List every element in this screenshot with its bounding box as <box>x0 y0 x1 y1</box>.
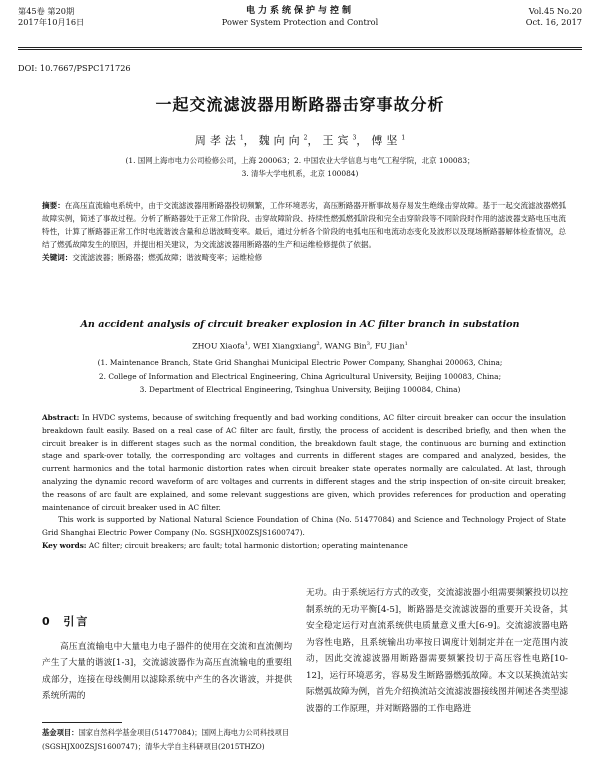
author-cn: 周孝法 <box>194 134 240 147</box>
header-rule-top <box>18 47 582 48</box>
keywords-cn: 交流滤波器；断路器；燃弧故障；谐波畸变率；运维检修 <box>72 253 263 262</box>
section-title: 引言 <box>63 615 90 628</box>
abstract-label-cn: 摘要： <box>42 201 65 210</box>
author-mark: 1 <box>404 341 408 347</box>
journal-name-cn: 电力系统保护与控制 <box>245 6 354 16</box>
date-en: Oct. 16, 2017 <box>525 17 582 27</box>
author-cn: 魏向向 <box>258 134 304 147</box>
authors-en: ZHOU Xiaofa$^1$, WEI Xiangxiang$^2$, WANG Bin$^3$, FU Jian$^1$ <box>192 341 408 351</box>
affiliations-cn <box>40 154 560 180</box>
title-en: An accident analysis of circuit breaker explosion in AC filter branch in substation <box>80 319 520 330</box>
abstract-text-cn: 在高压直流输电系统中，由于交流滤波器用断路器投切频繁，工作环境恶劣，高压断路器开断事故易存易发生绝缘击穿故障。基于一起交流滤波器燃弧故障实例，简述了事故过程。分析了断路器处于正常工作阶段、击穿故障阶段、持续性燃弧燃弧阶段和完全击穿阶段等不同阶段时作用的滤波器支路电压电流特性，计算了断路器正常工作时电流谐波含量和总谐波畸变率。最后，通过分析各个阶段的电弧电压和电流动态变化及波形以及现场断路器解体检查情况，总结了燃弧故障发生的原因，并提出相关建议，为交流滤波器用断路器的生产和运维检修提供了依据。 <box>42 201 567 249</box>
affiliation-line: 3. 清华大学电机系，北京 100084) <box>241 169 359 178</box>
doi: DOI: 10.7667/PSPC171726 <box>18 63 131 73</box>
abstract-label-en: Abstract: <box>42 413 80 422</box>
authors-cn: 周孝法$^1$，魏向向$^2$，王宾$^3$，傅坚$^1$ <box>194 134 406 147</box>
abstract-cn <box>42 199 566 264</box>
author-mark: 2 <box>316 341 320 347</box>
author-mark: 1 <box>244 341 248 347</box>
author-mark: 1 <box>239 134 244 142</box>
keywords-en: AC filter; circuit breakers; arc fault; total harmonic distortion; operating maintenance <box>88 540 408 550</box>
affiliation-line: (1. 国网上海市电力公司检修公司，上海 200063；2. 中国农业大学信息与电气工程学院，北京 100083； <box>125 156 475 165</box>
running-header <box>18 6 582 46</box>
author-cn: 傅坚 <box>371 134 402 147</box>
funding-statement: This work is supported by National Natural Science Foundation of China (No. 51477084) and Science and Technology Project of State Grid Shanghai Electric Power Company (No. SGSHJX00ZSJS1600747). <box>42 515 566 538</box>
keywords-label-en: Key words: <box>42 540 87 550</box>
affiliation-line: 2. College of Information and Electrical Engineering, China Agricultural University, Beijing 100083, China; <box>98 371 502 381</box>
abstract-text-en: In HVDC systems, because of switching frequently and bad working conditions, AC filter circuit breaker can occur the insulation breakdown fault easily. Based on a real case of AC filter arc fault, firstly, the process of accident is described briefly, and then when the circuit breaker is in different stages such as the normal condition, the breakdown fault stage, the continuous arc burning and extinction stage and spark-over totally, the corresponding arc voltages and currents in different stages are compared and analyzed, besides, the current harmonics and the total harmonic distortion rates when circuit breaker state operates normally are calculated. At last, through analyzing the dynamic record waveform of arc voltages and currents in different stages and the strip inspection of on-site circuit breaker, the reasons of arc fault are explained, and some relevant suggestions are given, which provides references for production and operating maintenance of circuit breaker used in AC filter. <box>42 413 566 512</box>
affiliations-en <box>40 356 560 397</box>
abstract-en <box>42 412 566 553</box>
volume-cn: 第45卷 第20期 <box>18 6 75 16</box>
author-en: WEI Xiangxiang <box>252 341 317 351</box>
title-cn: 一起交流滤波器用断路器击穿事故分析 <box>155 95 445 114</box>
keywords-label-cn: 关键词： <box>42 253 73 262</box>
header-right <box>526 6 582 28</box>
date-cn: 2017年10月16日 <box>18 17 85 27</box>
footnote-text: 国家自然科学基金项目(51477084)；国网上海电力公司科技项目(SGSHJX00ZSJS1600747)；清华大学自主科研项目(2015THZO) <box>42 728 290 751</box>
body-text-left: 高压直流输电中大量电力电子器件的使用在交流和直流侧均产生了大量的谐波[1-3]，交流滤波器作为高压直流输电的重要组成部分，连接在母线侧用以滤除系统中产生的各次谐波，并提供系统所需的 <box>42 641 292 701</box>
affiliation-line: 3. Department of Electrical Engineering, Tsinghua University, Beijing 100084, China) <box>139 385 461 394</box>
author-cn: 王宾 <box>322 134 353 147</box>
header-rule-bottom <box>18 49 582 50</box>
column-left <box>42 614 292 705</box>
body-text-right: 无功。由于系统运行方式的改变，交流滤波器小组需要频繁投切以控制系统的无功平衡[4-5]，断路器是交流滤波器的重要开关设备，其安全稳定运行对直流系统供电质量意义重大[6-9]。交流滤波器电路为容性电路，且系统输出功率按日调度计划制定并在一定范围内波动，因此交流滤波器用断路器需要频繁投切于高压容性电路[10-12]，运行环境恶劣，容易发生断路器燃弧故障。本文以某换流站实际燃弧故障为例，首先介绍换流站交流滤波器接线图并阐述各类型滤波器的工作原理，并对断路器的工作电路进 <box>306 588 568 714</box>
volume-en: Vol.45 No.20 <box>528 6 582 16</box>
header-center <box>18 6 582 28</box>
footnote-rule <box>42 722 122 723</box>
author-mark: 3 <box>366 341 370 347</box>
footnote <box>42 726 292 754</box>
author-mark: 2 <box>303 134 308 142</box>
section-heading <box>42 614 292 631</box>
author-en: FU Jian <box>374 341 405 351</box>
author-en: ZHOU Xiaofa <box>192 341 245 351</box>
author-mark: 1 <box>401 134 406 142</box>
affiliation-line: (1. Maintenance Branch, State Grid Shanghai Municipal Electric Power Company, Shanghai 200063, China; <box>97 358 503 367</box>
author-en: WANG Bin <box>324 341 367 351</box>
footnote-label: 基金项目： <box>42 728 79 737</box>
column-right <box>306 585 568 717</box>
author-mark: 3 <box>352 134 357 142</box>
journal-name-en: Power System Protection and Control <box>221 17 379 27</box>
section-number: 0 <box>42 615 52 628</box>
